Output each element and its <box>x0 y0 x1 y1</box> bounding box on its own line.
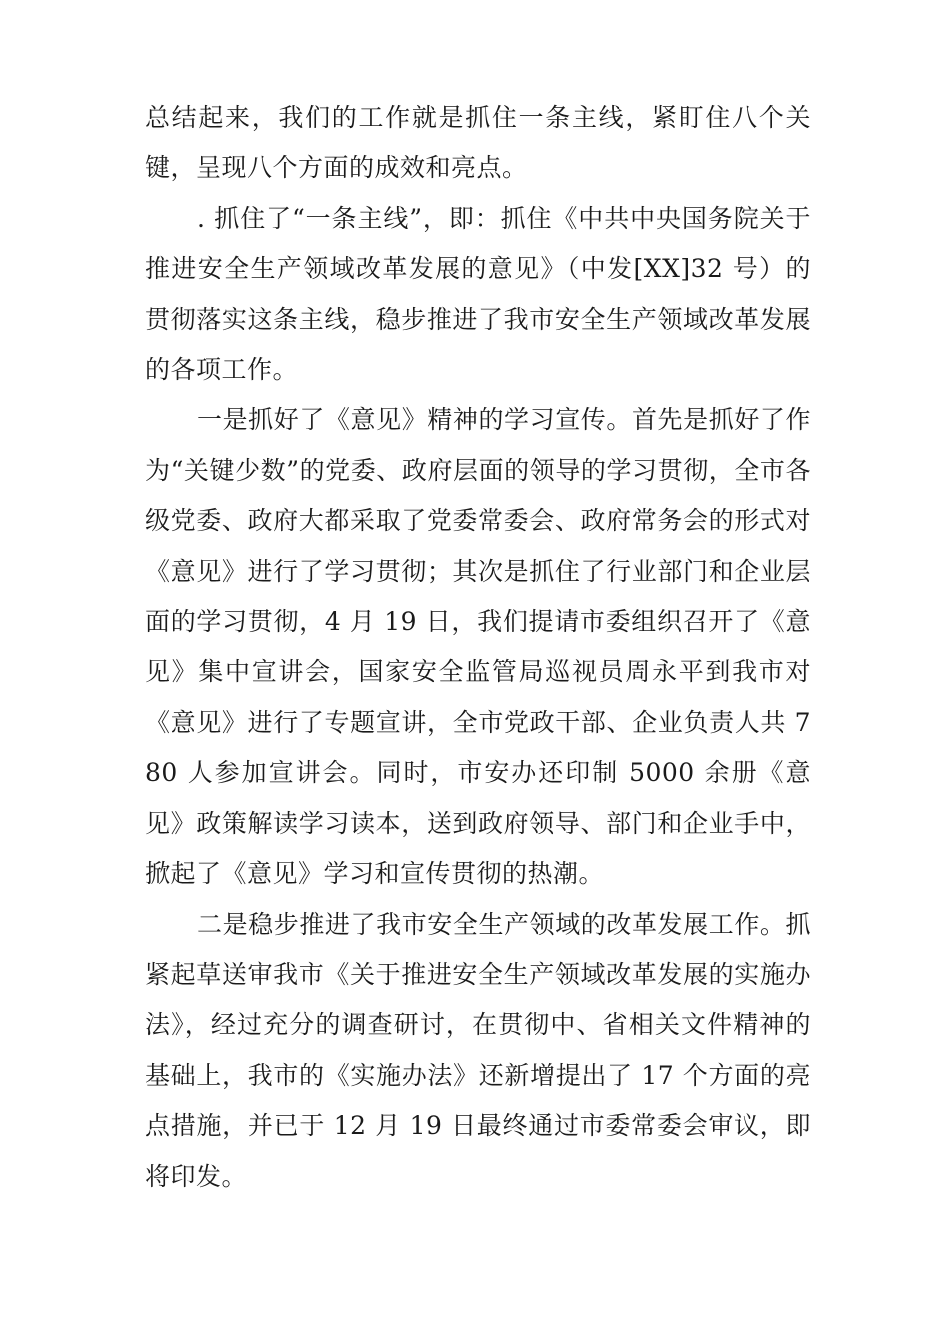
document-body <box>145 93 811 1202</box>
paragraph-summary: 总结起来，我们的工作就是抓住一条主线，紧盯住八个关键，呈现八个方面的成效和亮点。 <box>145 103 811 183</box>
paragraph-main-line: . 抓住了“一条主线”，即：抓住《中共中央国务院关于推进安全生产领域改革发展的意见》（中发[XX]32 号）的贯彻落实这条主线，稳步推进了我市安全生产领域改革发展的各项工作。 <box>145 203 811 385</box>
paragraph-reform-progress: 二是稳步推进了我市安全生产领域的改革发展工作。抓紧起草送审我市《关于推进安全生产领域改革发展的实施办法》，经过充分的调查研讨，在贯彻中、省相关文件精神的基础上，我市的《实施办法》还新增提出了 17 个方面的亮点措施，并已于 12 月 19 日最终通过市委常委会审议，即将印发。 <box>145 909 811 1191</box>
paragraph-study-promotion: 一是抓好了《意见》精神的学习宣传。首先是抓好了作为“关键少数”的党委、政府层面的领导的学习贯彻，全市各级党委、政府大都采取了党委常委会、政府常务会的形式对《意见》进行了学习贯彻；其次是抓住了行业部门和企业层面的学习贯彻，4 月 19 日，我们提请市委组织召开了《意见》集中宣讲会，国家安全监管局巡视员周永平到我市对《意见》进行了专题宣讲，全市党政干部、企业负责人共 780 人参加宣讲会。同时，市安办还印制 5000 余册《意见》政策解读学习读本，送到政府领导、部门和企业手中，掀起了《意见》学习和宣传贯彻的热潮。 <box>145 405 811 889</box>
